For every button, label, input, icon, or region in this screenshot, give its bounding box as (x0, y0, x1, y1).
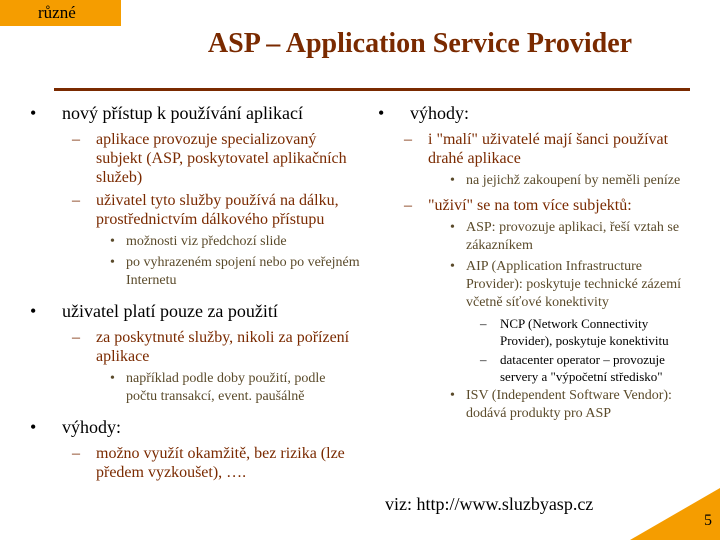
bullet-pay-per-use: • uživatel platí pouze za použití (30, 301, 278, 321)
title-underline (54, 88, 690, 91)
sub-bullet: – i "malí" uživatelé mají šanci používat drahé aplikace (404, 131, 669, 167)
section-tag (0, 0, 121, 26)
sub-sub-sub-bullet: – datacenter operator – provozuje servery a "výpočetní středisko" (480, 352, 665, 384)
bullet-marker: • (30, 417, 37, 437)
sub-bullet: – možno využít okamžitě, bez rizika (lze předem vyzkoušet), …. (72, 445, 345, 481)
dot-marker: • (110, 255, 115, 270)
sub-bullet: – uživatel tyto služby používá na dálku, prostřednictvím dálkového přístupu (72, 192, 339, 228)
dash-marker: – (72, 131, 80, 148)
dash-marker: – (480, 316, 487, 331)
sub-sub-bullet: • možnosti viz předchozí slide (110, 234, 287, 249)
bullet-marker: • (30, 103, 37, 123)
page-number: 5 (704, 512, 712, 529)
bullet-marker: • (30, 301, 37, 321)
sub-sub-bullet: • na jejichž zakoupení by neměli peníze (450, 173, 681, 188)
dash-marker: – (480, 352, 487, 367)
dot-marker: • (450, 388, 455, 403)
dash-marker: – (72, 192, 80, 209)
left-column (30, 103, 360, 486)
sub-sub-bullet: • po vyhrazeném spojení nebo po veřejném Internetu (110, 255, 360, 288)
right-column (378, 103, 700, 426)
dot-marker: • (450, 259, 455, 274)
dash-marker: – (72, 329, 80, 346)
reference-link[interactable]: viz: http://www.sluzbyasp.cz (385, 494, 594, 514)
dash-marker: – (72, 445, 80, 462)
dot-marker: • (450, 173, 455, 188)
dash-marker: – (404, 131, 412, 148)
sub-sub-bullet: • ISV (Independent Software Vendor): dodává produkty pro ASP (450, 388, 672, 421)
slide-title: ASP – Application Service Provider (207, 28, 633, 59)
bullet-advantages-right: • výhody: (378, 103, 470, 123)
bullet-marker: • (378, 103, 385, 123)
dot-marker: • (450, 220, 455, 235)
sub-bullet: – "uživí" se na tom více subjektů: (404, 197, 632, 214)
bullet-advantages: • výhody: (30, 417, 122, 437)
sub-sub-bullet: • ASP: provozuje aplikaci, řeší vztah se zákazníkem (450, 220, 680, 253)
bullet-new-approach: • nový přístup k používání aplikací (30, 103, 303, 123)
sub-sub-bullet: • AIP (Application Infrastructure Provider): poskytuje technické zázemí včetně síťové konektivity (450, 259, 681, 310)
sub-bullet: – za poskytnuté služby, nikoli za pořízení aplikace (72, 329, 350, 365)
dot-marker: • (110, 371, 115, 386)
sub-sub-bullet: • například podle doby použití, podle počtu transakcí, event. paušálně (110, 371, 326, 404)
sub-bullet: – aplikace provozuje specializovaný subjekt (ASP, poskytovatel aplikačních služeb) (72, 131, 347, 186)
dot-marker: • (110, 234, 115, 249)
section-tag-label: různé (38, 3, 76, 22)
sub-sub-sub-bullet: – NCP (Network Connectivity Provider), poskytuje konektivitu (480, 316, 669, 348)
dash-marker: – (404, 197, 412, 214)
